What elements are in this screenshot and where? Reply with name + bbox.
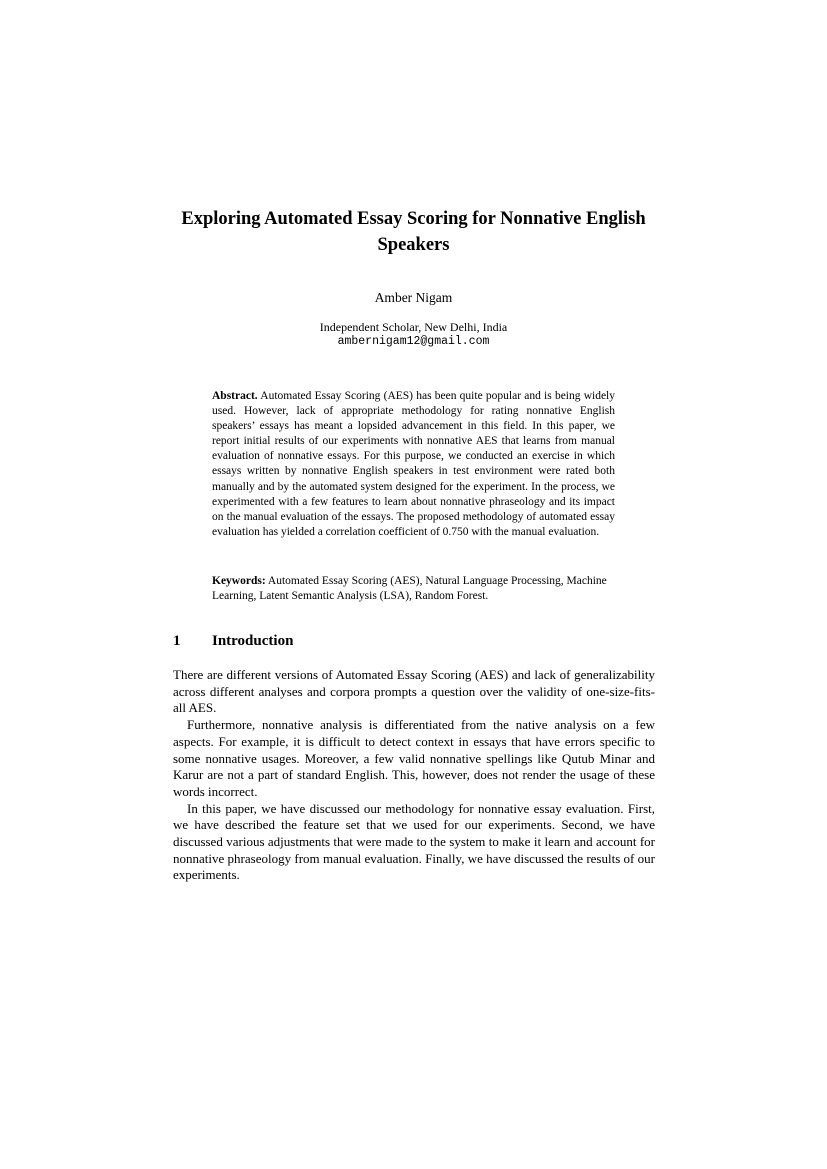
paragraph: Furthermore, nonnative analysis is differentiated from the native analysis on a few aspects. For example, it is difficult to detect context in essays that have errors specific to some nonnative usages. Moreover, a few valid nonnative spellings like Qutub Minar and Karur are not a part of standard English. This, however, does not render the usage of these words incorrect. bbox=[173, 717, 655, 799]
section-number: 1 bbox=[173, 633, 181, 649]
section-title: Introduction bbox=[212, 633, 294, 649]
author-email: ambernigam12@gmail.com bbox=[337, 335, 490, 348]
abstract-text: Automated Essay Scoring (AES) has been quite popular and is being widely used. However, lack of appropriate methodology for rating nonnative English speakers’ essays has meant a lopsided advancement in this field. In this paper, we report initial results of our experiments with nonnative AES that learns from manual evaluation of nonnative essays. For this purpose, we conducted an exercise in which essays written by nonnative English speakers in test environment were rated both manually and by the automated system designed for the experiment. In the process, we experimented with a few features to learn about nonnative phraseology and its impact on the manual evaluation of the essays. The proposed methodology of automated essay evaluation has yielded a correlation coefficient of 0.750 with the manual evaluation. bbox=[212, 390, 616, 538]
section-heading-introduction bbox=[173, 631, 293, 651]
keywords-label: Keywords: bbox=[212, 575, 266, 587]
author-affiliation: Independent Scholar, New Delhi, India bbox=[319, 320, 508, 334]
paper-title bbox=[0, 206, 827, 258]
keywords-text: Automated Essay Scoring (AES), Natural Language Processing, Machine Learning, Latent Semantic Analysis (LSA), Random Forest. bbox=[212, 575, 607, 603]
paragraph: In this paper, we have discussed our methodology for nonnative essay evaluation. First, we have described the feature set that we used for our experiments. Second, we have discussed various adjustments that were made to the system to make it learn and account for nonnative phraseology from manual evaluation. Finally, we have discussed the results of our experiments. bbox=[173, 800, 655, 883]
title-line-1: Exploring Automated Essay Scoring for Nonnative English bbox=[181, 209, 646, 229]
abstract-label: Abstract. bbox=[212, 390, 258, 402]
abstract bbox=[212, 389, 615, 540]
keywords bbox=[212, 574, 615, 604]
paragraph: There are different versions of Automated Essay Scoring (AES) and lack of generalizability across different analyses and corpora prompts a question over the validity of one-size-fits-all AES. bbox=[173, 667, 655, 716]
title-line-2: Speakers bbox=[377, 235, 450, 255]
introduction-body bbox=[173, 667, 655, 884]
author-name: Amber Nigam bbox=[374, 290, 453, 305]
